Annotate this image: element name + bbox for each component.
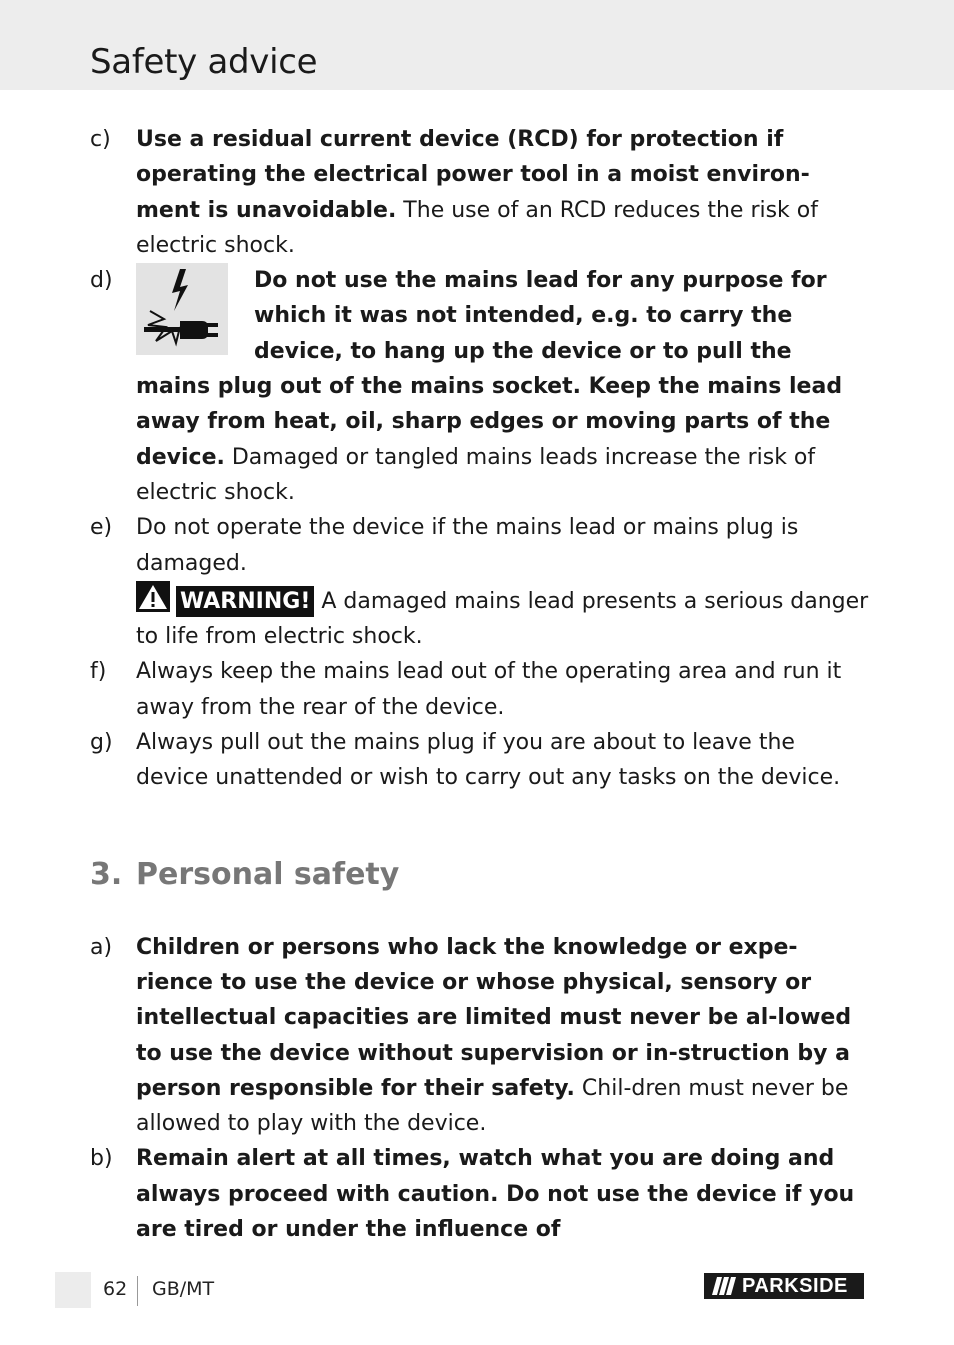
page-number: 62: [103, 1278, 128, 1300]
list-item-b: [90, 1141, 870, 1247]
warning-text: A damaged mains lead presents a serious danger to life from electric shock.: [136, 588, 869, 650]
brand-name: PARKSIDE: [742, 1275, 848, 1297]
damaged-cable-shock-icon: [136, 263, 228, 355]
brand-stripes-icon: [708, 1273, 736, 1299]
item-letter: d): [90, 268, 113, 294]
item-letter: e): [90, 515, 113, 541]
list-item-c: [90, 122, 870, 263]
item-text: Use a residual current device (RCD) for protection if operating the electrical power tool in a moist environ-ment is unavoidable. The use of an RCD reduces the risk of electric shock.: [136, 127, 818, 258]
item-text: Always keep the mains lead out of the operating area and run it away from the rear of the device.: [136, 659, 842, 720]
section-title: Personal safety: [136, 856, 400, 892]
item-letter: a): [90, 934, 113, 960]
item-text: Do not operate the device if the mains lead or mains plug is damaged.: [136, 515, 799, 576]
item-text: Always pull out the mains plug if you are about to leave the device unattended or wish to carry out any tasks on the device.: [136, 730, 841, 791]
item-letter: b): [90, 1146, 113, 1172]
section-number: 3.: [90, 856, 123, 892]
section-heading: [90, 796, 870, 930]
list-item-e: [90, 510, 870, 654]
item-letter: c): [90, 127, 111, 152]
warning-line: [136, 581, 870, 655]
list-item-f: [90, 654, 870, 725]
list-item-a: [90, 930, 870, 1142]
item-text: Children or persons who lack the knowledge or expe-rience to use the device or whose physical, sensory or intellectual capacities are limited must never be al-lowed to use the device without supervision or in-struction by a person responsible for their safety. Chil-dren must never be allowed to play with the device.: [136, 934, 852, 1137]
language-code: GB/MT: [152, 1278, 215, 1300]
list-item-g: [90, 725, 870, 796]
content: [90, 122, 870, 1247]
brand-logo: [704, 1273, 864, 1299]
item-text: Remain alert at all times, watch what you are doing and always proceed with caution. Do not use the device if you are tired or under the influence of: [136, 1146, 855, 1243]
warning-triangle-icon: [136, 581, 170, 612]
item-text: Do not use the mains lead for any purpose for which it was not intended, e.g. to carry the device, to hang up the device or to pull the mains plug out of the mains socket. Keep the mains lead away from heat, oil, sharp edges or moving parts of the device. Damaged or tangled mains leads increase the risk of electric shock.: [136, 268, 843, 505]
footer-marker: [55, 1272, 91, 1308]
list-item-d: [90, 263, 870, 510]
item-letter: g): [90, 730, 113, 756]
warning-label: WARNING!: [176, 586, 314, 617]
item-letter: f): [90, 659, 107, 685]
page-title: Safety advice: [90, 42, 318, 82]
footer-divider: [137, 1276, 138, 1306]
